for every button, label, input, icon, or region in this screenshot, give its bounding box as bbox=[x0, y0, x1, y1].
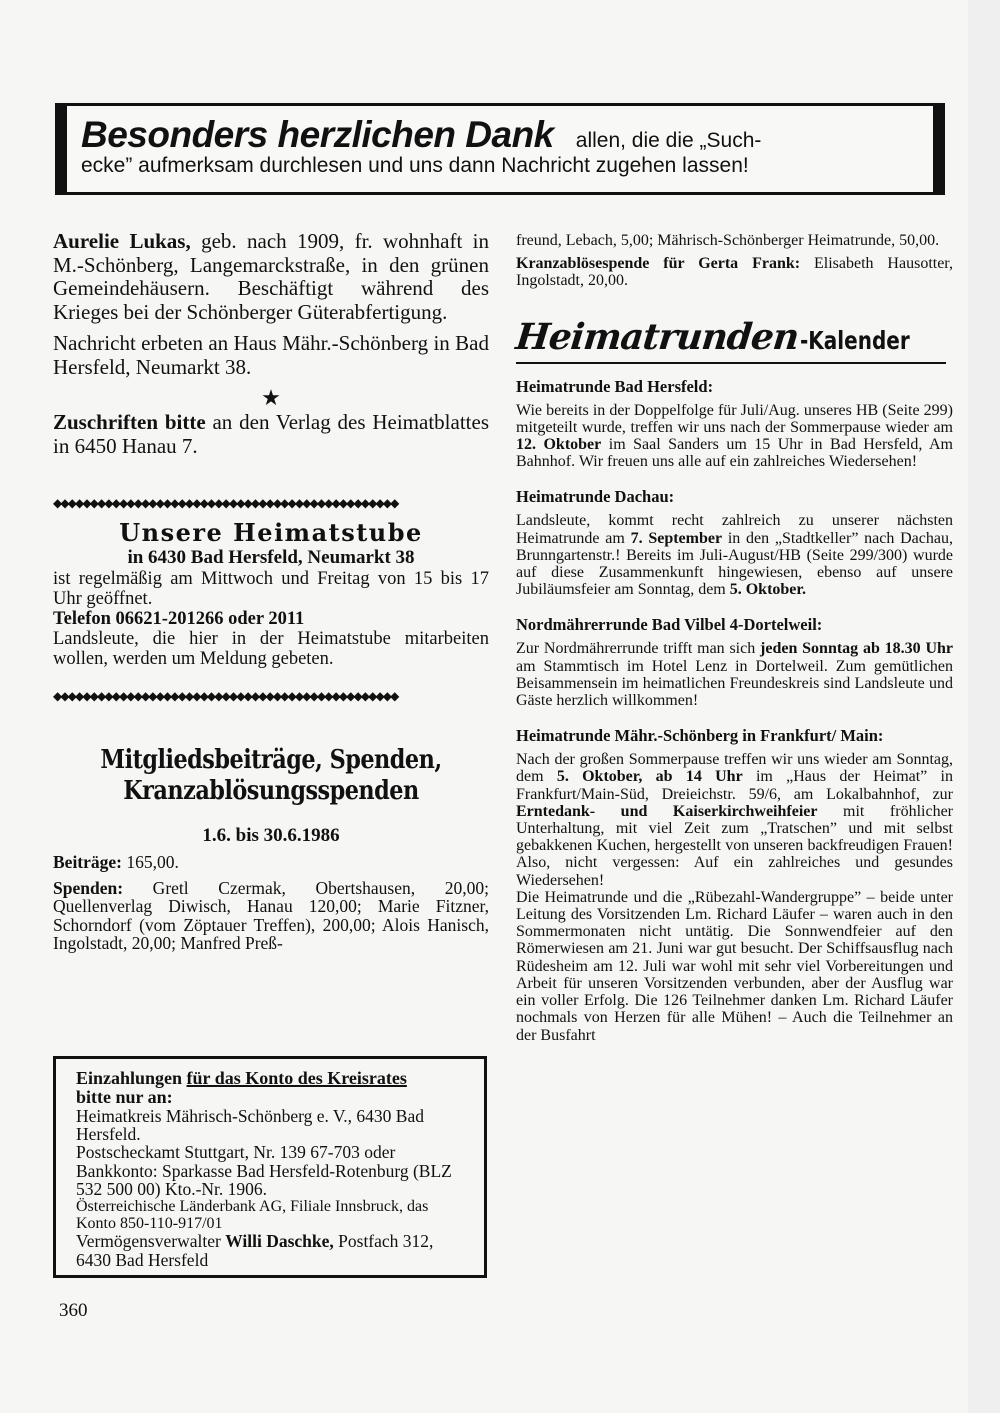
left-column bbox=[53, 230, 489, 952]
kranz-donation: Kranzablösespende für Gerta Frank: Elisabeth Hausotter, Ingolstadt, 20,00. bbox=[516, 255, 953, 290]
search-contact: Nachricht erbeten an Haus Mähr.-Schönberg in Bad Hersfeld, Neumarkt 38. bbox=[53, 331, 489, 379]
diamond-divider: ◆◆◆◆◆◆◆◆◆◆◆◆◆◆◆◆◆◆◆◆◆◆◆◆◆◆◆◆◆◆◆◆◆◆◆◆◆◆◆◆◆◆◆◆◆◆◆ bbox=[53, 689, 398, 703]
account-line: Österreichische Länderbank AG, Filiale Innsbruck, das Konto 850-110-917/01 bbox=[76, 1198, 429, 1233]
thanks-banner bbox=[55, 103, 945, 195]
donation-continuation: freund, Lebach, 5,00; Mährisch-Schönberger Heimatrunde, 50,00. bbox=[516, 232, 940, 249]
banner-subtitle: allen, die die „Such- bbox=[575, 129, 762, 152]
page-number: 360 bbox=[59, 1300, 88, 1321]
section-heading: Heimatrunde Mähr.-Schönberg in Frankfurt/ Main: bbox=[516, 726, 884, 746]
beitraege-line: Beiträge: 165,00. bbox=[53, 852, 179, 872]
heimatstube-hours: ist regelmäßig am Mittwoch und Freitag von 15 bis 17 Uhr geöffnet. bbox=[53, 569, 489, 609]
heimatstube-address: in 6430 Bad Hersfeld, Neumarkt 38 bbox=[127, 547, 415, 568]
account-box-heading: Einzahlungen für das Konto des Kreisrates bbox=[76, 1068, 407, 1088]
heimatstube-appeal: Landsleute, die hier in der Heimatstube mitarbeiten wollen, werden um Meldung gebeten. bbox=[53, 629, 489, 669]
section-heading: Heimatrunde Dachau: bbox=[516, 487, 675, 507]
banner-title: Besonders herzlichen Dank bbox=[81, 114, 554, 155]
account-line: Heimatkreis Mährisch-Schönberg e. V., 6430 Bad Hersfeld. bbox=[76, 1106, 425, 1145]
banner-subtitle-continued: ecke” aufmerksam durchlesen und uns dann Nachricht zugehen lassen! bbox=[81, 154, 749, 177]
date-range: 1.6. bis 30.6.1986 bbox=[202, 825, 340, 846]
diamond-divider: ◆◆◆◆◆◆◆◆◆◆◆◆◆◆◆◆◆◆◆◆◆◆◆◆◆◆◆◆◆◆◆◆◆◆◆◆◆◆◆◆◆◆◆◆◆◆◆ bbox=[53, 496, 398, 510]
heading-rule bbox=[516, 362, 946, 364]
star-icon: ★ bbox=[261, 385, 281, 410]
section-heading: Nordmährerrunde Bad Vilbel 4-Dortelweil: bbox=[516, 615, 823, 635]
section-body: Nach der großen Sommerpause treffen wir uns wieder am Sonntag, dem 5. Oktober, ab 14 Uhr im „Haus der Heimat” in Frankfurt/Main-Süd, Dreieichstr. 59/6, am Lokalbahnhof, zur Erntedank- und Kaiserkirchweihfeier mit fröhlicher Unterhaltung, mit viel Zeit zum „Tratschen” und mit selbst gebakkenen Kuchen, hergestellt von unseren backfreudigen Frauen! Also, nicht vergessen: Auf ein zahlreiches und gesundes Wiedersehen! bbox=[516, 751, 953, 889]
account-info-box: Einzahlungen für das Konto des Kreisrates bitte nur an: Heimatkreis Mährisch-Schönberg e. V., 6430 Bad Hersfeld. Postscheckamt Stuttgart, Nr. 139 67-703 oder Bankkonto: Sparkasse Bad Hersfeld-Rotenburg (BLZ 532 500 00) Kto.-Nr. 1906. Österreichische Länderbank AG, Filiale Innsbruck, das Konto 850-110-917/01 Vermögensverwalter Willi Daschke, Postfach 312, 6430 Bad Hersfeld bbox=[53, 1056, 487, 1278]
heimatstube-title: Unsere Heimatstube bbox=[119, 518, 423, 547]
zuschriften-note: Zuschriften bitte an den Verlag des Heimatblattes in 6450 Hanau 7. bbox=[53, 410, 489, 458]
section-body: Wie bereits in der Doppelfolge für Juli/Aug. unseres HB (Seite 299) mitgeteilt wurde, treffen wir uns nach der Sommerpause wieder am 12. Oktober im Saal Sanders um 15 Uhr in Bad Hersfeld, Am Bahnhof. Wir freuen uns alle auf ein zahlreiches Wiedersehen! bbox=[516, 401, 953, 471]
person-name: Aurelie Lukas, bbox=[53, 229, 191, 253]
search-notice: Aurelie Lukas, geb. nach 1909, fr. wohnhaft in M.-Schönberg, Langemarckstraße, in den grünen Gemeindehäusern. Beschäftigt während des Krieges bei der Schönberger Güterabfertigung. bbox=[53, 229, 489, 324]
account-line: Vermögensverwalter Willi Daschke, Postfach 312, 6430 Bad Hersfeld bbox=[76, 1231, 434, 1270]
section-heading: Heimatrunde Bad Hersfeld: bbox=[516, 376, 714, 396]
kalender-heading: Heimatrunden -Kalender bbox=[513, 315, 910, 358]
right-column bbox=[513, 232, 953, 1044]
mitglieds-heading: Mitgliedsbeiträge, Spenden, Kranzablösungsspenden bbox=[100, 745, 442, 806]
account-line: Postscheckamt Stuttgart, Nr. 139 67-703 oder Bankkonto: Sparkasse Bad Hersfeld-Rotenburg (BLZ 532 500 00) Kto.-Nr. 1906. bbox=[76, 1142, 452, 1199]
spenden-list: Spenden: Gretl Czermak, Obertshausen, 20,00; Quellenverlag Diwisch, Hanau 120,00; Marie Fitzner, Schorndorf (vom Zöptauer Treffen), 200,00; Alois Hanisch, Ingolstadt, 20,00; Manfred Preß- bbox=[53, 878, 489, 953]
section-body: Landsleute, kommt recht zahlreich zu unserer nächsten Heimatrunde am 7. September in den „Stadtkeller” nach Dachau, Brunngartenstr.! Bereits im Juli-August/HB (Seite 299/300) wurde auf diese Zusammenkunft hingewiesen, ebenso auf unsere Jubiläumsfeier am Sonntag, dem 5. Oktober. bbox=[516, 512, 953, 599]
section-body: Zur Nordmährerrunde trifft man sich jeden Sonntag ab 18.30 Uhr am Stammtisch im Hotel Lenz in Dortelweil. Zum gemütlichen Beisammensein im heimatlichen Freundeskreis sind Landsleute und Gäste herzlich willkommen! bbox=[516, 640, 953, 710]
section-body: Die Heimatrunde und die „Rübezahl-Wandergruppe” – beide unter Leitung des Vorsitzenden Lm. Richard Läufer – waren auch in den Sommermonaten nicht untätig. Die Sonnwendfeier auf den Römerwiesen am 21. Juni war gut besucht. Der Schiffsausflug nach Rüdesheim am 12. Juli war wohl mit sehr viel Vorbereitungen und Arbeit für unseren Vorsitzenden verbunden, aber der Ausflug war ein voller Erfolg. Die 126 Teilnehmer danken Lm. Richard Läufer nochmals von Herzen für alle Mühen! – Auch die Teilnehmer an der Busfahrt bbox=[516, 888, 953, 1044]
heimatstube-phone: Telefon 06621-201266 oder 2011 bbox=[53, 609, 305, 629]
